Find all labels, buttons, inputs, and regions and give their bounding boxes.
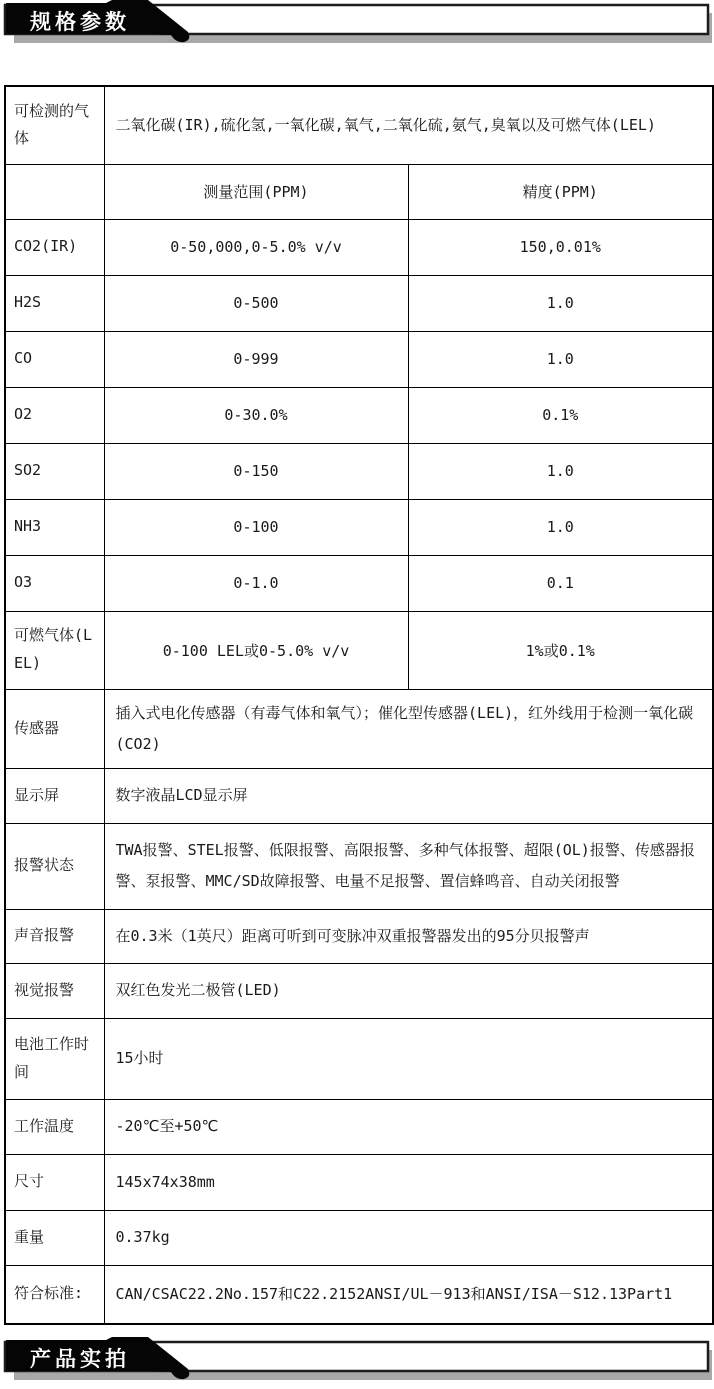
gas-accuracy-cell: 1%或0.1% [408,611,713,689]
gas-accuracy-cell: 0.1% [408,387,713,443]
table-row [5,275,713,331]
gas-name-cell: O3 [5,555,104,611]
gas-name-cell: O2 [5,387,104,443]
spec-value-cell: 插入式电化传感器（有毒气体和氧气）；催化型传感器(LEL)，红外线用于检测一氧化碳(CO2) [104,689,713,768]
spec-label-cell: 尺寸 [5,1154,104,1210]
gas-range-cell: 0-1.0 [104,555,408,611]
spec-value-cell: CAN/CSAC22.2No.157和C22.2152ANSI/UL－913和ANSI/ISA－S12.13Part1 [104,1265,713,1324]
spec-label-cell: 视觉报警 [5,963,104,1018]
table-row [5,387,713,443]
column-header-accuracy: 精度(PPM) [408,164,713,219]
column-header-range: 测量范围(PPM) [104,164,408,219]
table-row [5,331,713,387]
table-row [5,1154,713,1210]
gas-accuracy-cell: 1.0 [408,443,713,499]
gas-name-cell: CO2(IR) [5,219,104,275]
specs-table [4,85,714,1325]
gas-accuracy-cell: 1.0 [408,499,713,555]
spec-label-cell: 工作温度 [5,1099,104,1154]
gas-name-cell: CO [5,331,104,387]
spec-label-cell: 符合标准: [5,1265,104,1324]
section-banner-photos-label: 产品实拍 [30,1347,130,1371]
table-row [5,555,713,611]
spec-label-cell: 显示屏 [5,768,104,823]
gas-accuracy-cell: 0.1 [408,555,713,611]
table-row [5,164,713,219]
section-banner-specs-label: 规格参数 [30,10,130,34]
table-row [5,219,713,275]
spec-value-cell: 数字液晶LCD显示屏 [104,768,713,823]
spec-value-cell: 二氧化碳(IR),硫化氢,一氧化碳,氧气,二氧化硫,氨气,臭氧以及可燃气体(LEL) [104,86,713,164]
section-banner-photos [0,1337,714,1389]
spec-value-cell: 15小时 [104,1018,713,1099]
table-row [5,611,713,689]
table-row [5,963,713,1018]
gas-range-cell: 0-999 [104,331,408,387]
table-row [5,823,713,909]
spec-label-cell: 重量 [5,1210,104,1265]
spec-value-cell: 0.37kg [104,1210,713,1265]
gas-range-cell: 0-150 [104,443,408,499]
table-row [5,768,713,823]
table-row [5,1265,713,1324]
gas-range-cell: 0-100 LEL或0-5.0% v/v [104,611,408,689]
gas-name-cell: NH3 [5,499,104,555]
table-row [5,443,713,499]
spec-label-cell: 电池工作时间 [5,1018,104,1099]
spec-value-cell: 双红色发光二极管(LED) [104,963,713,1018]
gas-range-cell: 0-500 [104,275,408,331]
table-row [5,1018,713,1099]
table-row [5,499,713,555]
spec-value-cell: 在0.3米（1英尺）距离可听到可变脉冲双重报警器发出的95分贝报警声 [104,909,713,963]
table-row [5,909,713,963]
gas-range-cell: 0-50,000,0-5.0% v/v [104,219,408,275]
gas-name-cell: 可燃气体(LEL) [5,611,104,689]
spec-value-cell: TWA报警、STEL报警、低限报警、高限报警、多种气体报警、超限(OL)报警、传感器报警、泵报警、MMC/SD故障报警、电量不足报警、置信蜂鸣音、自动关闭报警 [104,823,713,909]
gas-range-cell: 0-30.0% [104,387,408,443]
table-row [5,1210,713,1265]
gas-accuracy-cell: 1.0 [408,275,713,331]
spec-label-cell: 可检测的气体 [5,86,104,164]
table-row [5,86,713,164]
table-row [5,1099,713,1154]
gas-accuracy-cell: 150,0.01% [408,219,713,275]
gas-name-cell: H2S [5,275,104,331]
gas-accuracy-cell: 1.0 [408,331,713,387]
spec-label-cell: 声音报警 [5,909,104,963]
section-banner-specs [0,0,714,52]
spec-label-cell: 报警状态 [5,823,104,909]
gas-range-cell: 0-100 [104,499,408,555]
spec-value-cell: 145x74x38mm [104,1154,713,1210]
spec-value-cell: -20℃至+50℃ [104,1099,713,1154]
table-row [5,689,713,768]
gas-name-cell: SO2 [5,443,104,499]
spec-label-cell: 传感器 [5,689,104,768]
empty-cell [5,164,104,219]
